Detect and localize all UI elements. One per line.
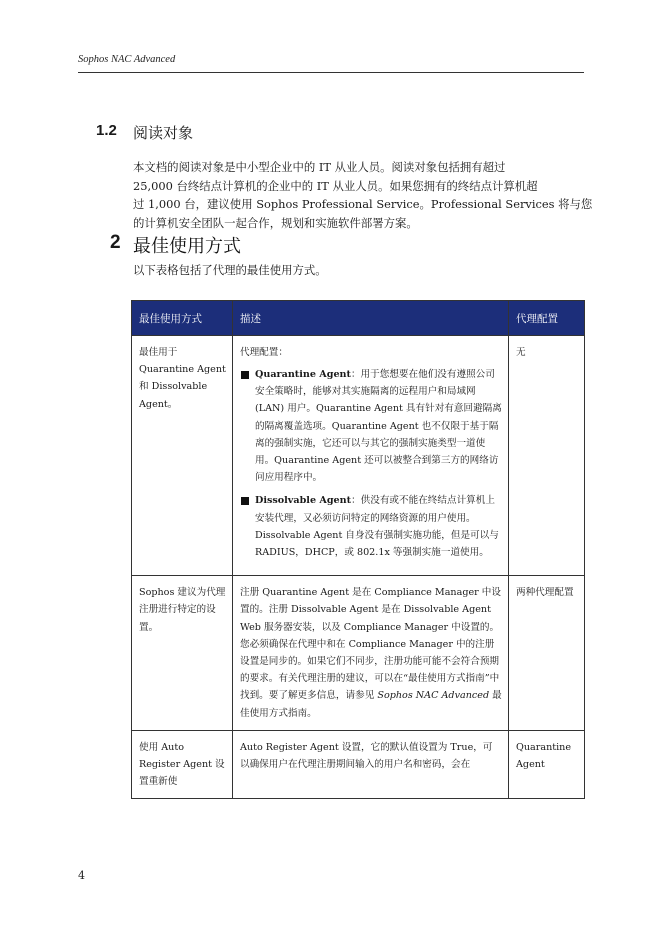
config-cell: 无: [509, 336, 585, 576]
list-item: [240, 492, 502, 561]
table-row: [132, 576, 585, 731]
table-header-row: [132, 301, 585, 336]
best-practices-table: [131, 300, 585, 799]
column-header: 代理配置: [509, 301, 585, 336]
table-row: [132, 336, 585, 576]
description-cell: [233, 336, 509, 576]
description-cell: [233, 576, 509, 731]
column-header: 描述: [233, 301, 509, 336]
section-number: 2: [110, 232, 121, 253]
config-cell: Quarantine Agent: [509, 730, 585, 799]
agent-description: ：用于您想要在他们没有遵照公司安全策略时，能够对其实施隔离的远程用户和局域网(LAN) 用户。Quarantine Agent 具有针对有意回避隔离的隔离覆盖选项。Quarantine Agent 也不仅限于基于隔离的强制实施，它还可以与其它的强制实施类型一道使用。Quarantine Agent 还可以被整合到第三方的网络访问应用程序中。: [255, 369, 502, 484]
header-rule: [78, 72, 584, 73]
agent-term: Quarantine Agent: [255, 369, 351, 380]
paragraph-line: 的计算机安全团队一起合作，规划和实施软件部署方案。: [133, 215, 418, 230]
guide-reference: Sophos NAC Advanced: [377, 690, 490, 702]
paragraph-line: 25,000 台终结点计算机的企业中的 IT 从业人员。如果您拥有的终结点计算机超: [133, 178, 538, 193]
practice-cell: 最佳用于 Quarantine Agent 和 Dissolvable Agent。: [132, 336, 233, 576]
description-lead: 代理配置：: [240, 347, 288, 358]
table-row: [132, 730, 585, 799]
description-cell: Auto Register Agent 设置，它的默认值设置为 True，可以确保用户在代理注册期间输入的用户名和密码，会在: [233, 730, 509, 799]
paragraph-line: 本文档的阅读对象是中小型企业中的 IT 从业人员。阅读对象包括拥有超过: [133, 160, 506, 174]
list-item: [240, 366, 502, 486]
agent-list: [240, 366, 502, 561]
section-title: 阅读对象: [133, 124, 194, 142]
description-text: 注册 Quarantine Agent 是在 Compliance Manager 中设置的。注册 Dissolvable Agent 是在 Dissolvable Agent Web 服务器安装，以及 Compliance Manager 中设置的。您必须确保在代理中和在 Compliance Manager 中的注册设置是同步的。如果它们不同步，注册功能可能不会符合预期的要求。有关代理注册的建议，可以在“最佳使用方式指南”中找到。要了解更多信息，请参见: [240, 587, 501, 702]
section-title: 最佳使用方式: [133, 236, 241, 257]
practice-cell: Sophos 建议为代理注册进行特定的设置。: [132, 576, 233, 731]
agent-description: ：供没有或不能在终结点计算机上安装代理，又必须访问特定的网络资源的用户使用。Dissolvable Agent 自身没有强制实施功能，但是可以与 RADIUS，DHCP，或 802.1x 等强制实施一道使用。: [255, 495, 499, 559]
audience-paragraph: [133, 158, 593, 232]
practice-cell: 使用 Auto Register Agent 设置重新使: [132, 730, 233, 799]
config-cell: 两种代理配置: [509, 576, 585, 731]
section-intro: 以下表格包括了代理的最佳使用方式。: [133, 263, 327, 277]
agent-term: Dissolvable Agent: [255, 495, 352, 507]
paragraph-line: 过 1,000 台，建议使用 Sophos Professional Service。Professional Services 将与您: [133, 197, 593, 211]
running-header: Sophos NAC Advanced: [78, 54, 176, 65]
section-number: 1.2: [96, 122, 117, 139]
description-text: 最佳使用方式指南。: [240, 690, 502, 719]
column-header: 最佳使用方式: [132, 301, 233, 336]
page-number: 4: [78, 869, 85, 882]
